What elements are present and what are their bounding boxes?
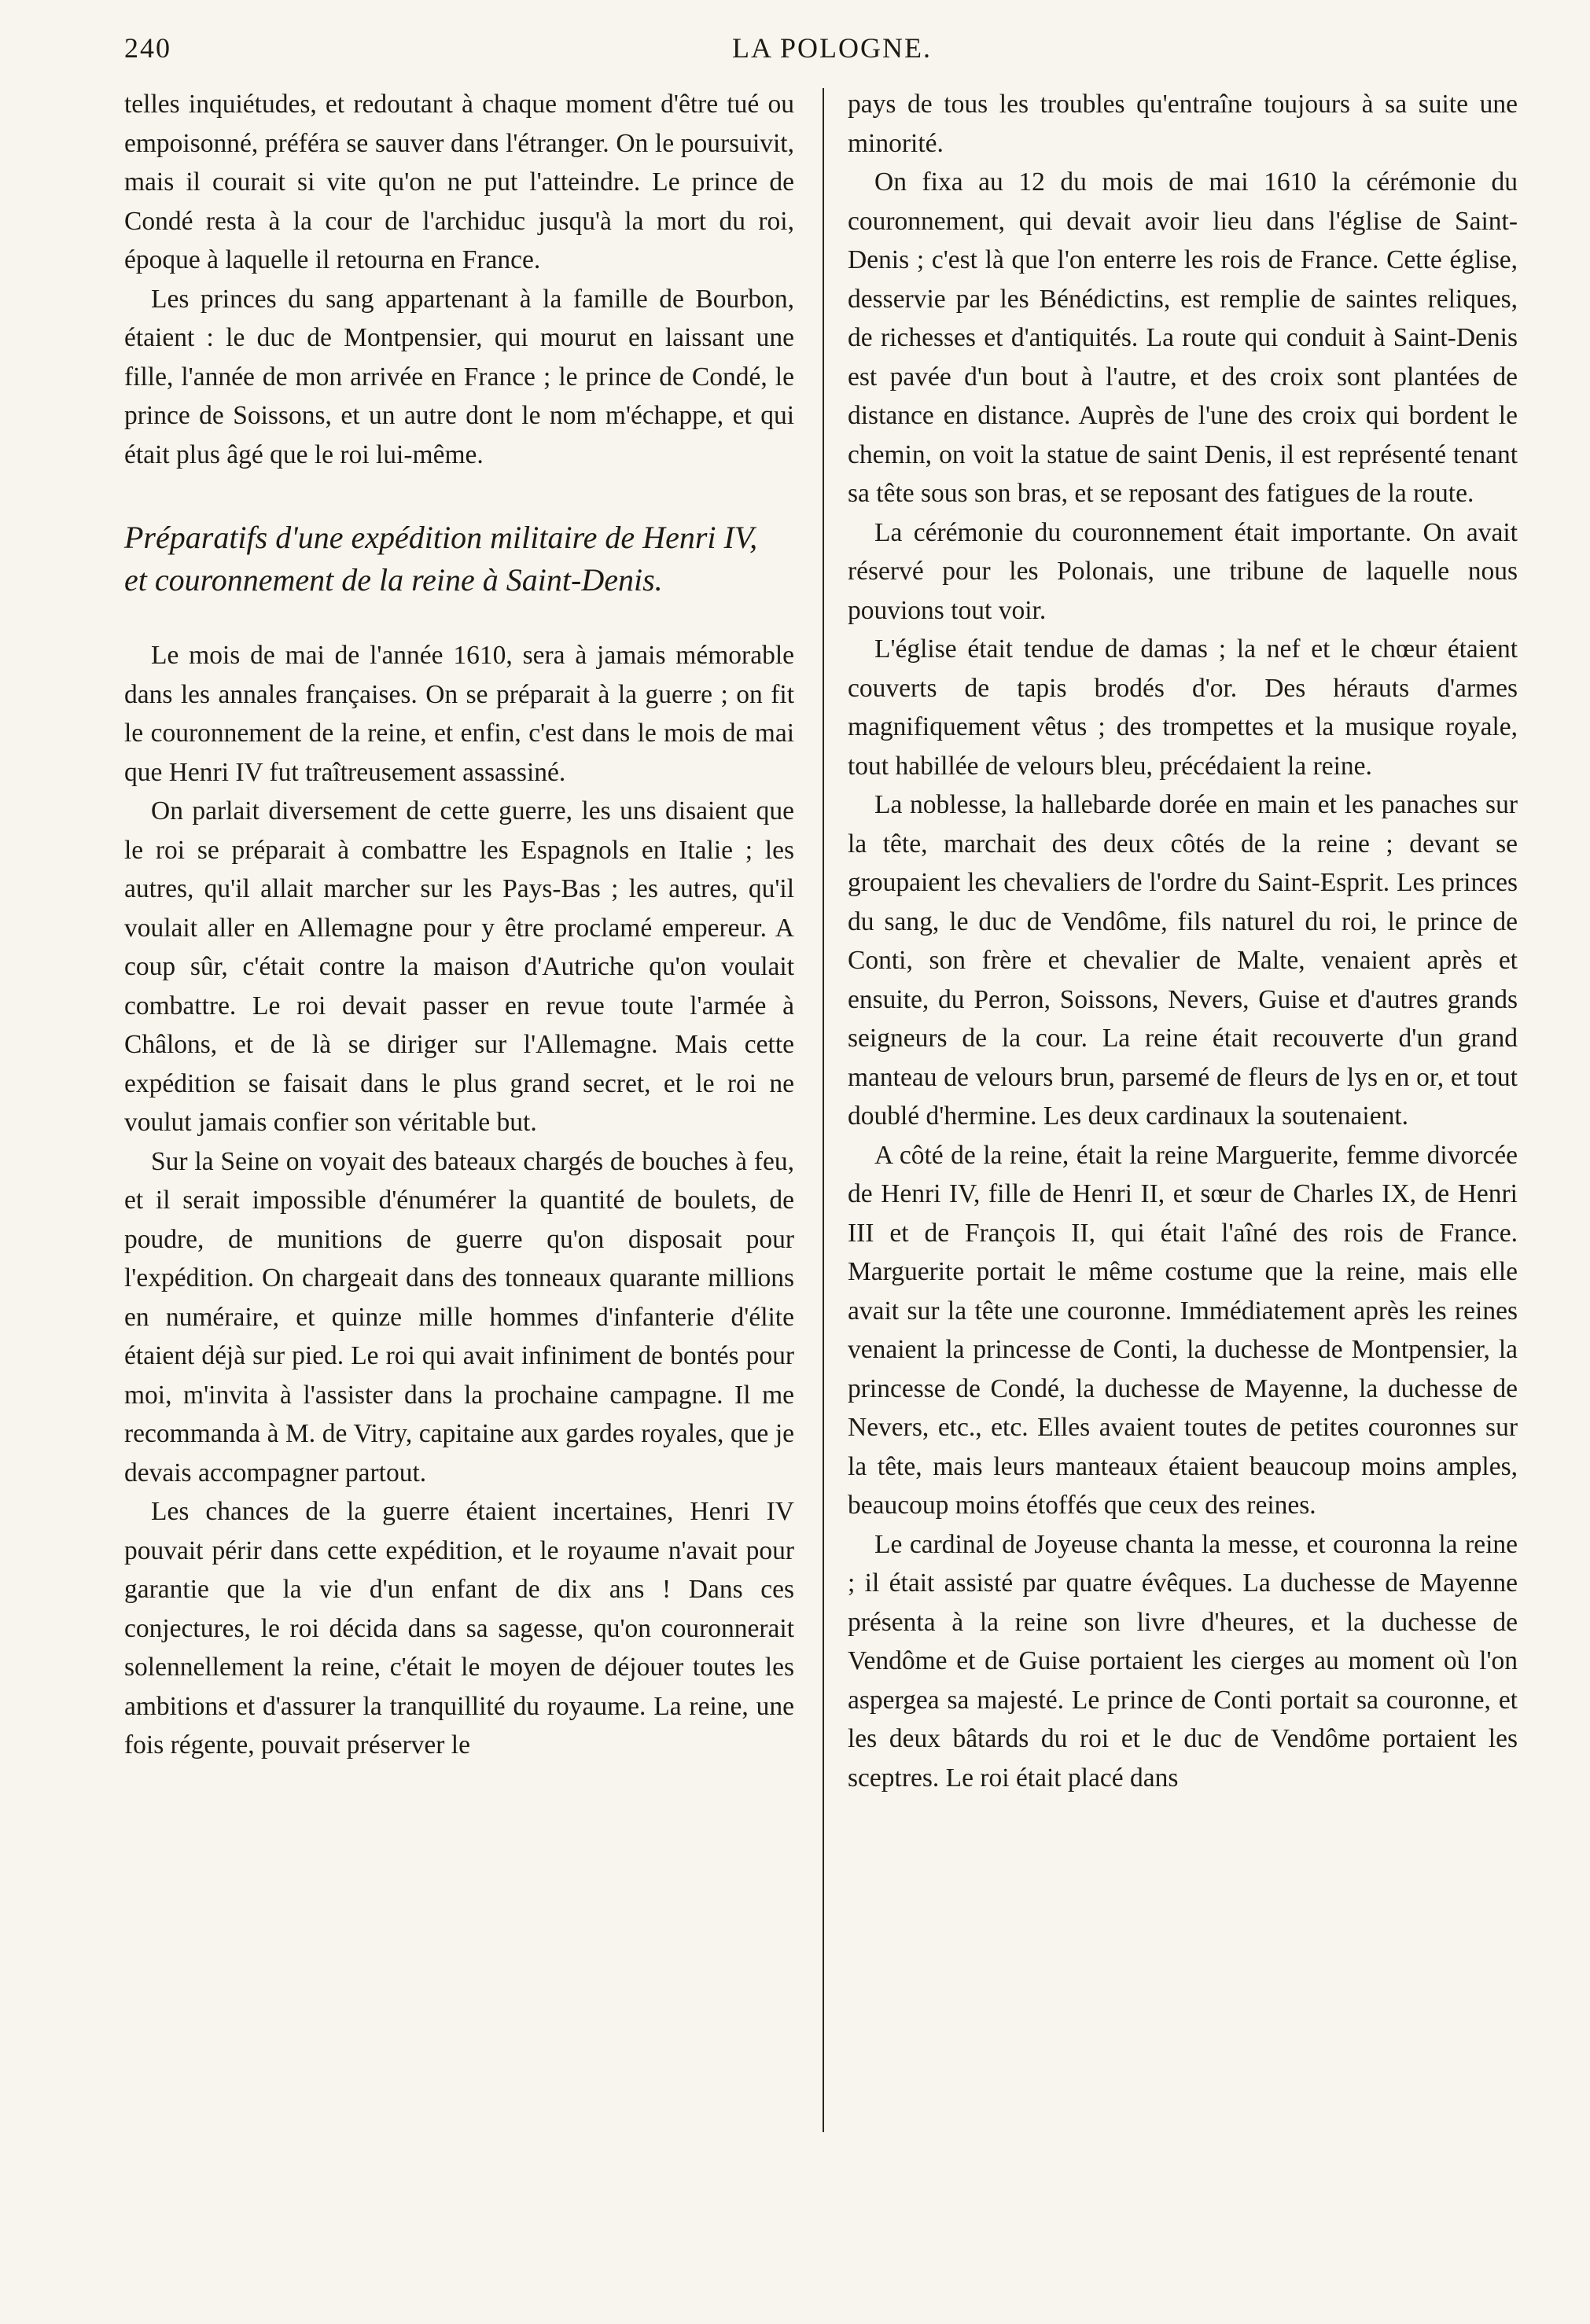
column-divider: [823, 88, 824, 2132]
running-title: LA POLOGNE.: [732, 32, 932, 64]
paragraph: La noblesse, la hallebarde dorée en main et les panaches sur la tête, marchait des deux côtés de la reine ; devant se groupaient les chevaliers de l'ordre du Saint-Esprit. Les princes du sang, le duc de Vendôme, fils naturel du roi, le prince de Conti, son frère et chevalier de Malte, venaient après et ensuite, du Perron, Soissons, Nevers, Guise et d'autres grands seigneurs de la cour. La reine était recouverte d'un grand manteau de velours brun, parsemé de fleurs de lys en or, et tout doublé d'hermine. Les deux cardinaux la soutenaient.: [848, 790, 1518, 1131]
paragraph: La cérémonie du couronnement était importante. On avait réservé pour les Polonais, une tribune de laquelle nous pouvions tout voir.: [848, 517, 1518, 625]
page-number: 240: [124, 32, 171, 64]
running-head: [124, 28, 1540, 69]
paragraph: On fixa au 12 du mois de mai 1610 la cérémonie du couronnement, qui devait avoir lieu dans l'église de Saint-Denis ; c'est là que l'on enterre les rois de France. Cette église, desservie par les Bénédictins, est remplie de saintes reliques, de richesses et d'antiquités. La route qui conduit à Saint-Denis est pavée d'un bout à l'autre, et des croix sont plantées de distance en distance. Auprès de l'une des croix qui bordent le chemin, on voit la statue de saint Denis, il est représenté tenant sa tête sous son bras, et se reposant des fatigues de la route.: [848, 167, 1518, 508]
paragraph: L'église était tendue de damas ; la nef et le chœur étaient couverts de tapis brodés d'or. Des hérauts d'armes magnifiquement vêtus ; des trompettes et la musique royale, tout habillée de velours bleu, précédaient la reine.: [848, 634, 1518, 781]
text-columns: [124, 85, 1540, 2168]
right-column: [848, 85, 1518, 1797]
left-column: [124, 85, 794, 1765]
paragraph: On parlait diversement de cette guerre, les uns disaient que le roi se préparait à combattre les Espagnols en Italie ; les autres, qu'il allait marcher sur les Pays-Bas ; les autres, qu'il voulait aller en Allemagne pour y être proclamé empereur. A coup sûr, c'était contre la maison d'Autriche qu'on voulait combattre. Le roi devait passer en revue toute l'armée à Châlons, et de là se diriger sur l'Allemagne. Mais cette expédition se faisait dans le plus grand secret, et le roi ne voulut jamais confier son véritable but.: [124, 796, 794, 1137]
paragraph: Les chances de la guerre étaient incertaines, Henri IV pouvait périr dans cette expédition, et le royaume n'avait pour garantie que la vie d'un enfant de dix ans ! Dans ces conjectures, le roi décida dans sa sagesse, qu'on couronnerait solennellement la reine, c'était le moyen de déjouer toutes les ambitions et d'assurer la tranquillité du royaume. La reine, une fois régente, pouvait préserver le: [124, 1497, 794, 1760]
section-heading: Préparatifs d'une expédition militaire de Henri IV, et couronnement de la reine à Saint-Denis.: [124, 520, 758, 598]
paragraph: Sur la Seine on voyait des bateaux chargés de bouches à feu, et il serait impossible d'énumérer la quantité de boulets, de poudre, de munitions de guerre qu'on disposait pour l'expédition. On chargeait dans des tonneaux quarante millions en numéraire, et quinze mille hommes d'infanterie d'élite étaient déjà sur pied. Le roi qui avait infiniment de bontés pour moi, m'invita à l'assister dans la prochaine campagne. Il me recommanda à M. de Vitry, capitaine aux gardes royales, que je devais accompagner partout.: [124, 1146, 794, 1487]
paragraph: pays de tous les troubles qu'entraîne toujours à sa suite une minorité.: [848, 90, 1518, 158]
paragraph: Le cardinal de Joyeuse chanta la messe, et couronna la reine ; il était assisté par quatre évêques. La duchesse de Mayenne présenta à la reine son livre d'heures, et la duchesse de Vendôme et de Guise portaient les cierges au moment où l'on aspergea sa majesté. Le prince de Conti portait sa couronne, et les deux bâtards du roi et le duc de Vendôme portaient les sceptres. Le roi était placé dans: [848, 1529, 1518, 1793]
book-page: [124, 28, 1540, 1793]
paragraph: Le mois de mai de l'année 1610, sera à jamais mémorable dans les annales françaises. On se préparait à la guerre ; on fit le couronnement de la reine, et enfin, c'est dans le mois de mai que Henri IV fut traîtreusement assassiné.: [124, 641, 794, 787]
paragraph: A côté de la reine, était la reine Marguerite, femme divorcée de Henri IV, fille de Henri II, et sœur de Charles IX, de Henri III et de François II, qui était l'aîné des rois de France. Marguerite portait le même costume que la reine, mais elle avait sur la tête une couronne. Immédiatement après les reines venaient la princesse de Conti, la duchesse de Montpensier, la princesse de Condé, la duchesse de Mayenne, la duchesse de Nevers, etc., etc. Elles avaient toutes de petites couronnes sur la tête, mais leurs manteaux étaient beaucoup moins amples, beaucoup moins étoffés que ceux des reines.: [848, 1140, 1518, 1520]
paragraph: Les princes du sang appartenant à la famille de Bourbon, étaient : le duc de Montpensier, qui mourut en laissant une fille, l'année de mon arrivée en France ; le prince de Condé, le prince de Soissons, et un autre dont le nom m'échappe, et qui était plus âgé que le roi lui-même.: [124, 284, 794, 469]
paragraph: telles inquiétudes, et redoutant à chaque moment d'être tué ou empoisonné, préféra se sauver dans l'étranger. On le poursuivit, mais il courait si vite qu'on ne put l'atteindre. Le prince de Condé resta à la cour de l'archiduc jusqu'à la mort du roi, époque à laquelle il retourna en France.: [124, 90, 794, 274]
